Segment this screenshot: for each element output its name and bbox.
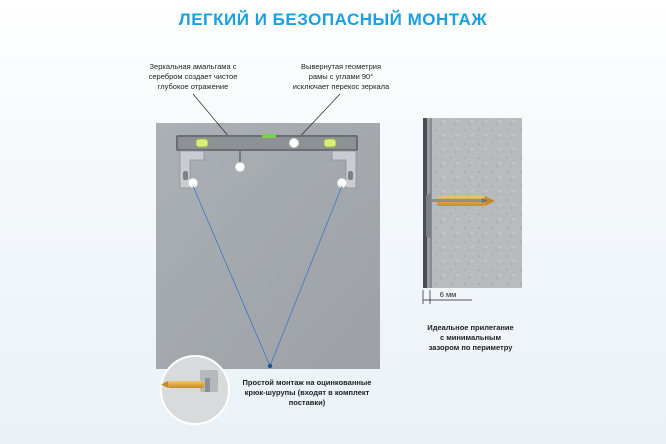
callout-amalgam-line-1: Зеркальная амальгама с — [149, 62, 237, 71]
mount-hole — [236, 163, 245, 172]
mount-hole — [290, 139, 299, 148]
callout-amalgam-line-2: серебром создает чистое — [148, 72, 238, 81]
page-title: ЛЕГКИЙ И БЕЗОПАСНЫЙ МОНТАЖ — [178, 10, 488, 29]
callout-mount-line-3: поставки) — [288, 398, 326, 407]
screw-detail-icon — [161, 356, 229, 424]
gap-label: 6 мм — [439, 290, 457, 299]
level-tool-icon — [176, 134, 358, 151]
callout-geometry-line-3: исключает перекос зеркала — [292, 82, 390, 91]
callout-fit-line-2: с минимальным — [439, 333, 502, 342]
callout-mount-line-1: Простой монтаж на оцинкованные — [242, 378, 372, 387]
callout-geometry-line-2: рамы с углами 90° — [308, 72, 374, 81]
callout-amalgam-line-3: глубокое отражение — [157, 82, 229, 91]
callout-mount-line-2: крюк-шурупы (входят в комплект — [244, 388, 370, 397]
callout-fit-line-3: зазором по периметру — [428, 343, 513, 352]
callout-geometry-line-1: Вывернутая геометрия — [300, 62, 382, 71]
callout-fit-line-1: Идеальное прилегание — [427, 323, 514, 332]
wall-anchor-screw-icon — [432, 196, 495, 206]
